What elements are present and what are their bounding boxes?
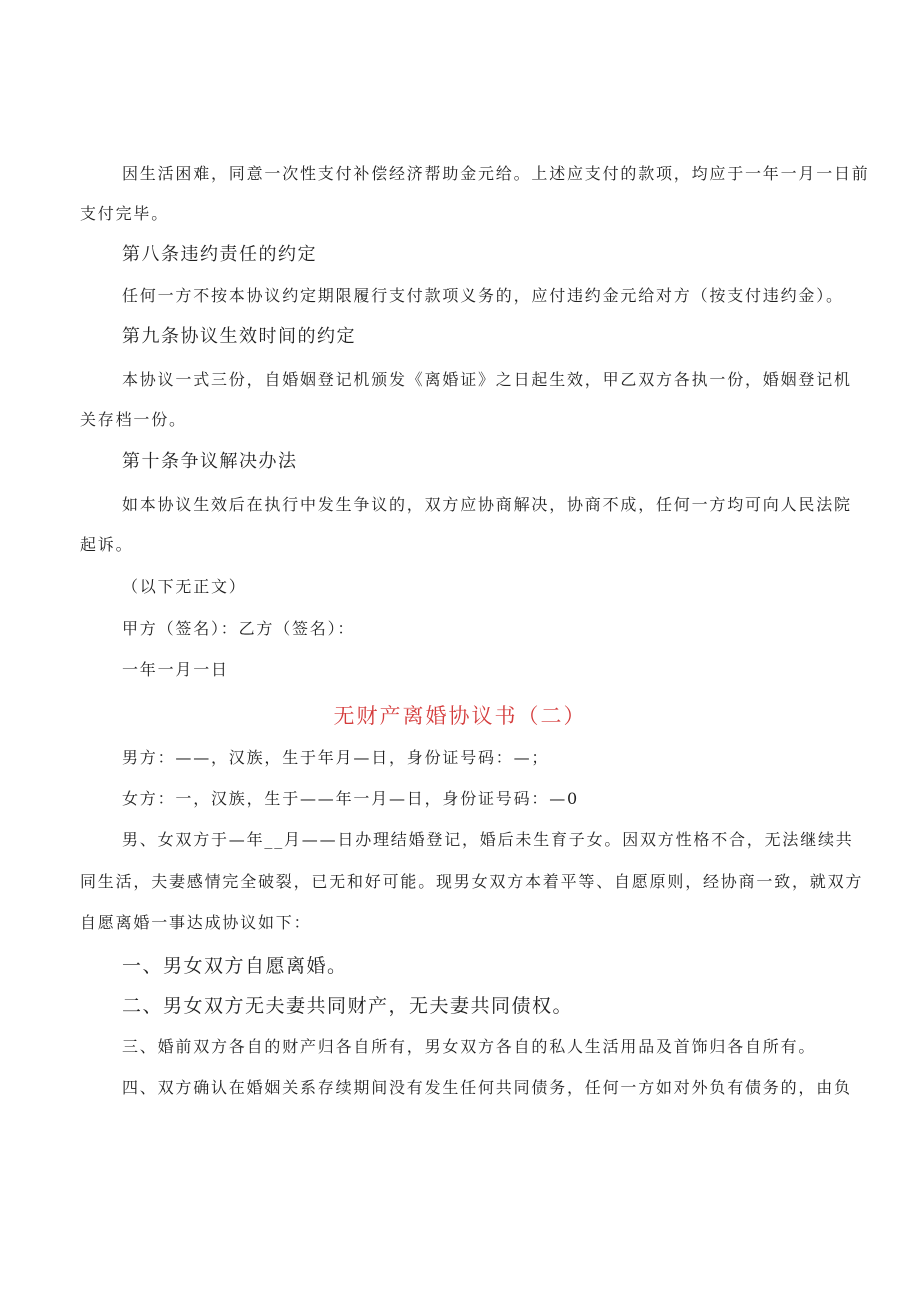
document-title: 无财产离婚协议书（二） [333,704,587,728]
clause-line: 二、男女双方无夫妻共同财产，无夫妻共同债权。 [122,995,574,1017]
article-heading: 第十条争议解决办法 [122,451,298,472]
party-line: 女方：一，汉族，生于——年一月—日，身份证号码：—0 [122,789,579,808]
clause-line: 三、婚前双方各自的财产归各自所有，男女双方各自的私人生活用品及首饰归各自所有。 [122,1037,817,1056]
paragraph-line: 同生活，夫妻感情完全破裂，已无和好可能。现男女双方本着平等、自愿原则，经协商一致，就双方 [80,872,864,891]
clause-line: 四、双方确认在婚姻关系存续期间没有发生任何共同债务，任何一方如对外负有债务的，由负 [122,1078,852,1097]
paragraph-line: 起诉。 [80,535,134,554]
paragraph-line: 本协议一式三份，自婚姻登记机颁发《离婚证》之日起生效，甲乙双方各执一份，婚姻登记机 [122,370,852,389]
date-line: 一年一月一日 [122,660,229,679]
paragraph-line: 因生活困难，同意一次性支付补偿经济帮助金元给。上述应支付的款项，均应于一年一月一日前 [122,164,870,183]
paragraph-line: 关存档一份。 [80,410,187,429]
paragraph-line: 如本协议生效后在执行中发生争议的，双方应协商解决，协商不成，任何一方均可向人民法院 [122,495,852,514]
clause-line: 一、男女双方自愿离婚。 [122,955,348,977]
paragraph-line: 任何一方不按本协议约定期限履行支付款项义务的，应付违约金元给对方（按支付违约金）。 [122,286,844,305]
party-line: 男方：——，汉族，生于年月—日，身份证号码：—； [122,748,550,767]
signature-line: 甲方（签名）：乙方（签名）： [122,619,356,638]
paragraph-line: 自愿离婚一事达成协议如下： [80,913,312,932]
paragraph-line: （以下无正文） [122,577,247,596]
article-heading: 第八条违约责任的约定 [122,244,317,265]
paragraph-line: 男、女双方于—年__月——日办理结婚登记，婚后未生育子女。因双方性格不合，无法继续共 [122,830,854,849]
article-heading: 第九条协议生效时间的约定 [122,326,356,347]
paragraph-line: 支付完毕。 [80,204,170,223]
